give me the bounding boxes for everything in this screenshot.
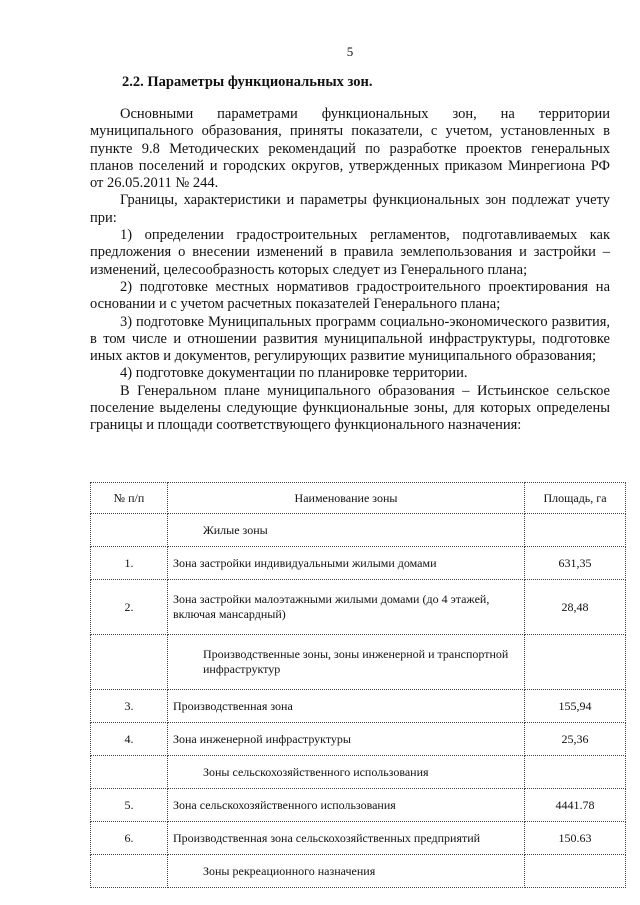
row-zone-name: Производственная зона (168, 690, 525, 723)
header-number: № п/п (91, 483, 168, 514)
table-row (91, 547, 626, 580)
row-number (91, 756, 168, 789)
table-row (91, 690, 626, 723)
table-row (91, 580, 626, 635)
row-zone-name: Зона инженерной инфраструктуры (168, 723, 525, 756)
paragraph-item-2: 2) подготовке местных нормативов градостроительного проектирования на основании и с учетом расчетных показателей Генерального плана; (90, 278, 610, 313)
body-text (90, 106, 610, 435)
row-area: 28,48 (525, 580, 626, 635)
row-area (525, 514, 626, 547)
row-number: 1. (91, 547, 168, 580)
paragraph-item-4: 4) подготовке документации по планировке территории. (120, 365, 468, 382)
paragraph-zones: В Генеральном плане муниципального образования – Истьинское сельское поселение выделены следующие функциональные зоны, для которых определены границы и площади соответствующего функционального назначения: (90, 382, 610, 434)
row-number: 2. (91, 580, 168, 635)
row-group-name: Производственные зоны, зоны инженерной и транспортной инфраструктур (168, 635, 525, 690)
row-number: 6. (91, 822, 168, 855)
row-group-name: Зоны сельскохозяйственного использования (168, 756, 525, 789)
row-zone-name: Зона застройки индивидуальными жилыми домами (168, 547, 525, 580)
row-area: 25,36 (525, 723, 626, 756)
paragraph-item-3: 3) подготовке Муниципальных программ социально-экономического развития, в том числе и отношении развития муниципальной инфраструктуры, подготовке иных актов и документов, регулирующих развитие муниципального образования; (90, 313, 610, 365)
row-number: 3. (91, 690, 168, 723)
row-zone-name: Зона застройки малоэтажными жилыми домами (до 4 этажей, включая мансардный) (168, 580, 525, 635)
header-zone-name: Наименование зоны (168, 483, 525, 514)
row-area (525, 756, 626, 789)
table-row (91, 789, 626, 822)
table-header-row (91, 483, 626, 514)
row-group-name: Жилые зоны (168, 514, 525, 547)
paragraph-item-1: 1) определении градостроительных регламентов, подготавливаемых как предложения о внесении изменений в правила землепользования и застройки – изменений, целесообразность которых следует из Генерального плана; (90, 227, 610, 278)
row-zone-name: Производственная зона сельскохозяйственных предприятий (168, 822, 525, 855)
row-zone-name: Зона сельскохозяйственного использования (168, 789, 525, 822)
row-number: 5. (91, 789, 168, 822)
row-group-name: Зоны рекреационного назначения (168, 855, 525, 888)
row-number: 4. (91, 723, 168, 756)
row-area: 155,94 (525, 690, 626, 723)
paragraph-borders: Границы, характеристики и параметры функциональных зон подлежат учету при: (90, 192, 610, 226)
page-number: 5 (346, 44, 354, 59)
row-area: 4441.78 (525, 789, 626, 822)
table-row (91, 855, 626, 888)
row-number (91, 855, 168, 888)
header-area: Площадь, га (525, 483, 626, 514)
table-row (91, 514, 626, 547)
row-area (525, 855, 626, 888)
row-area (525, 635, 626, 690)
row-area: 631,35 (525, 547, 626, 580)
table-row (91, 822, 626, 855)
paragraph-intro: Основными параметрами функциональных зон, на территории муниципального образования, приняты показатели, с учетом, установленных в пункте 9.8 Методических рекомендаций по разработке проектов генеральных планов поселений и городских округов, утвержденных приказом Минрегиона РФ от 26.05.2011 № 244. (90, 106, 610, 192)
row-number (91, 635, 168, 690)
section-heading: 2.2. Параметры функциональных зон. (122, 74, 373, 90)
table-row (91, 723, 626, 756)
row-number (91, 514, 168, 547)
zones-table (90, 482, 626, 888)
row-area: 150.63 (525, 822, 626, 855)
table-row (91, 756, 626, 789)
table-row (91, 635, 626, 690)
